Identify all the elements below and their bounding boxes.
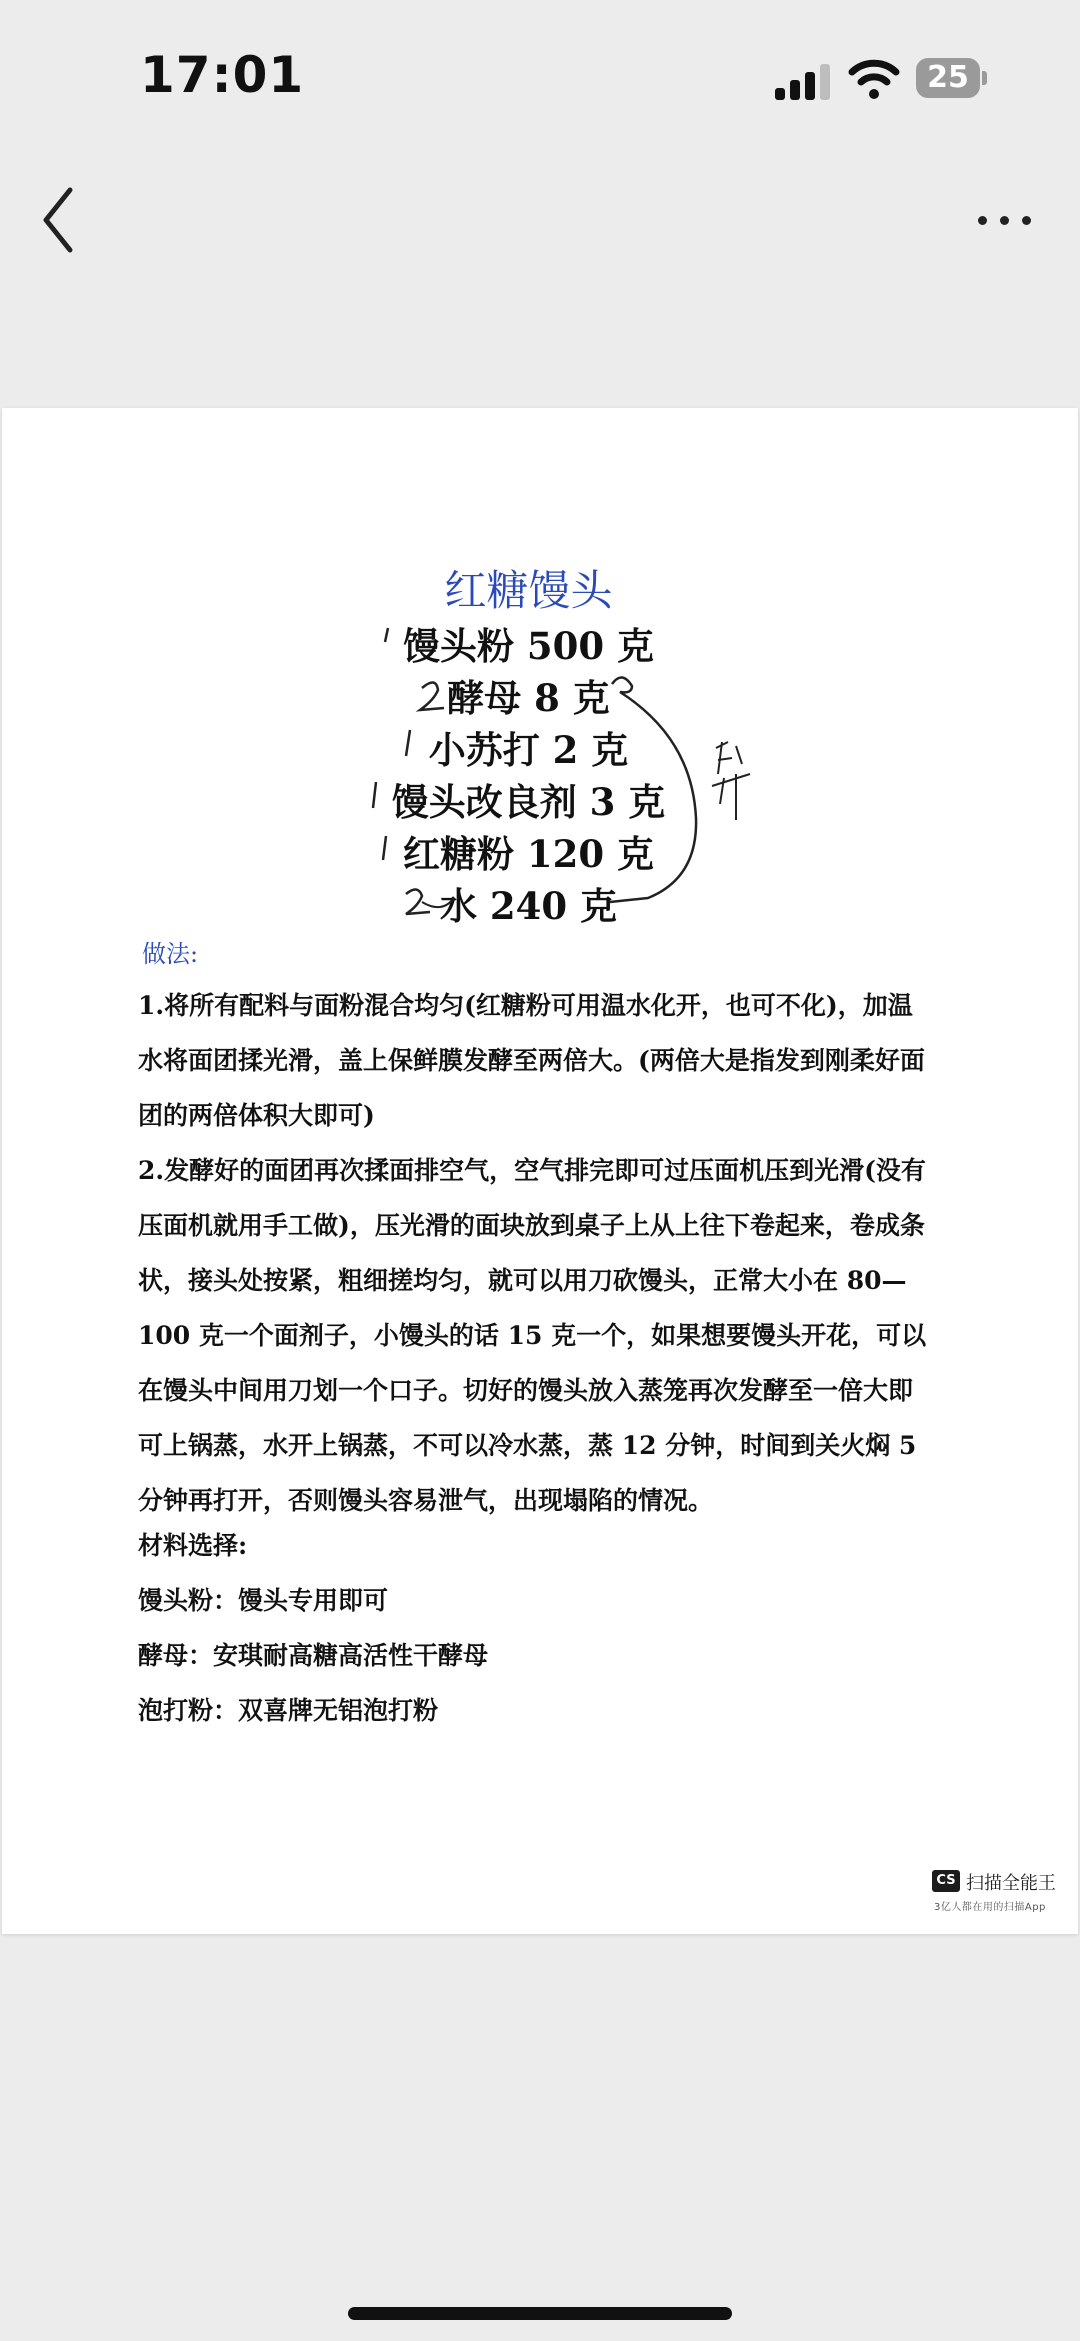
camscanner-logo: CS <box>932 1870 960 1892</box>
wifi-icon <box>848 56 900 100</box>
watermark-name: 扫描全能王 <box>966 1873 1056 1894</box>
top-navigation <box>0 160 1080 410</box>
ingredient-line: 红糖粉 120 克 <box>403 832 654 876</box>
ingredient-line: 馒头粉 500 克 <box>403 624 654 668</box>
material-item: 酵母：安琪耐高糖高活性干酵母 <box>138 1641 489 1670</box>
materials-label: 材料选择: <box>138 1531 248 1560</box>
more-options-icon[interactable] <box>970 200 1040 240</box>
cellular-signal-icon <box>775 60 835 100</box>
battery-level: 25 <box>916 58 980 98</box>
status-bar <box>0 0 1080 160</box>
material-item: 馒头粉：馒头专用即可 <box>138 1586 389 1615</box>
ingredient-line: 小苏打 2 克 <box>428 728 629 772</box>
ingredient-line: 酵母 8 克 <box>447 676 610 720</box>
method-step: 1.将所有配料与面粉混合均匀(红糖粉可用温水化开，也可不化)，加温水将面团揉光滑，盖上保鲜膜发酵至两倍大。(两倍大是指发到刚柔好面团的两倍体积大即可) <box>138 991 925 1130</box>
ingredient-line: 馒头改良剂 3 克 <box>391 780 666 824</box>
watermark-tagline: 3亿人都在用的扫描App <box>934 1902 1046 1913</box>
back-chevron-icon[interactable] <box>36 180 86 260</box>
battery-icon <box>916 58 986 98</box>
home-indicator[interactable] <box>348 2307 732 2320</box>
recipe-title: 红糖馒头 <box>444 566 613 615</box>
status-time: 17:01 <box>140 46 305 104</box>
material-item: 泡打粉：双喜牌无铝泡打粉 <box>138 1696 439 1725</box>
ingredient-line: 水 240 克 <box>440 884 617 928</box>
camscanner-watermark <box>932 1870 1062 1920</box>
method-step: 2.发酵好的面团再次揉面排空气，空气排完即可过压面机压到光滑(没有压面机就用手工做)，压光滑的面块放到桌子上从上往下卷起来，卷成条状，接头处按紧，粗细搓均匀，就可以用刀砍馒头，正常大小在 80—100 克一个面剂子，小馒头的话 15 克一个，如果想要馒头开花，可以在馒头中间用刀划一个口子。切好的馒头放入蒸笼再次发酵至一倍大即可上锅蒸，水开上锅蒸，不可以冷水蒸，蒸 12 分钟，时间到关火焖 5 分钟再打开，否则馒头容易泄气，出现塌陷的情况。 <box>138 1156 927 1515</box>
document-page <box>2 408 1078 1934</box>
method-label: 做法: <box>142 940 199 968</box>
